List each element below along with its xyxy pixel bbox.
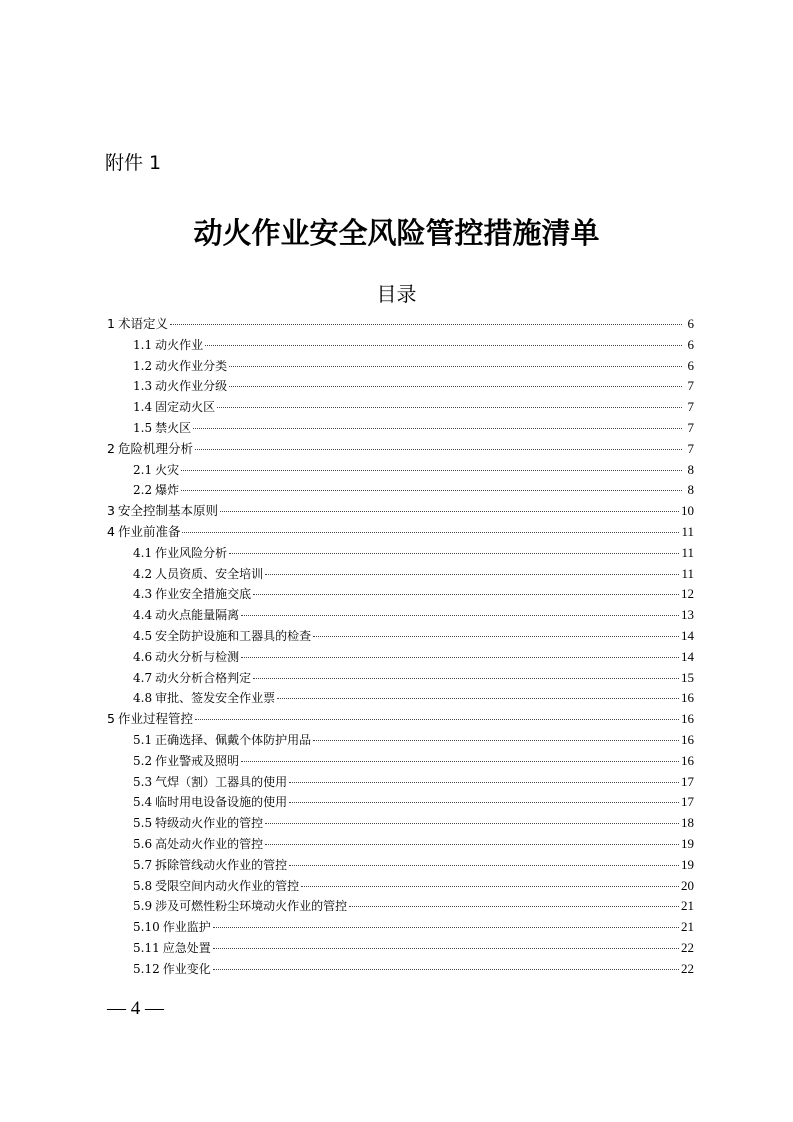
toc-dot-leader: [181, 470, 682, 471]
toc-entry-page: 16: [681, 711, 694, 727]
toc-entry-label: 爆炸: [155, 483, 180, 498]
toc-entry-number: 3: [107, 503, 115, 519]
toc-entry-number: 1.1: [133, 337, 153, 352]
toc-entry-label: 术语定义: [117, 316, 168, 331]
toc-dot-leader: [213, 927, 679, 928]
toc-entry-page: 6: [687, 357, 694, 373]
toc-dot-leader: [253, 678, 679, 679]
toc-entry-label: 危险机理分析: [117, 440, 193, 456]
toc-entry-page: 22: [681, 939, 694, 955]
toc-entry[interactable]: [107, 439, 694, 460]
toc-dot-leader: [289, 802, 679, 803]
toc-dot-leader: [289, 865, 679, 866]
toc-dot-leader: [195, 449, 682, 450]
toc-entry[interactable]: [107, 855, 694, 876]
toc-entry-label: 特级动火作业的管控: [155, 816, 264, 831]
toc-dot-leader: [265, 823, 679, 824]
toc-entry-label: 动火作业分级: [155, 379, 228, 394]
toc-dot-leader: [253, 594, 679, 595]
toc-entry[interactable]: [107, 335, 694, 356]
toc-entry-number: 1.2: [133, 358, 153, 373]
toc-entry-page: 11: [681, 523, 694, 539]
toc-entry-number: 5.11: [133, 940, 160, 955]
toc-entry-number: 1.4: [133, 400, 153, 415]
toc-entry-page: 11: [681, 565, 694, 581]
toc-entry-number: 4.4: [133, 608, 153, 623]
document-title: 动火作业安全风险管控措施清单: [193, 216, 600, 250]
toc-entry-page: 15: [681, 669, 694, 685]
toc-entry-page: 10: [681, 503, 694, 519]
toc-dot-leader: [241, 615, 679, 616]
toc-entry-label: 作业监护: [162, 920, 211, 935]
toc-dot-leader: [195, 719, 679, 720]
toc-entry[interactable]: [107, 896, 694, 917]
toc-entry-label: 作业警戒及照明: [155, 753, 240, 768]
toc-entry-label: 动火作业: [155, 337, 204, 352]
toc-entry-label: 作业安全措施交底: [155, 587, 252, 602]
toc-entry-page: 17: [681, 794, 694, 810]
toc-entry-page: 19: [681, 856, 694, 872]
toc-entry[interactable]: [107, 584, 694, 605]
toc-entry-page: 21: [681, 919, 694, 935]
toc-entry-number: 4.6: [133, 649, 153, 664]
toc-dot-leader: [241, 657, 679, 658]
toc-heading: 目录: [376, 282, 417, 306]
toc-entry-number: 5.1: [133, 732, 153, 747]
table-of-contents: [107, 314, 694, 980]
toc-entry[interactable]: [107, 647, 694, 668]
toc-entry-page: 16: [681, 690, 694, 706]
toc-entry-number: 2: [107, 440, 115, 456]
toc-entry-page: 7: [687, 378, 694, 394]
toc-entry-page: 16: [681, 731, 694, 747]
toc-entry-label: 人员资质、安全培训: [155, 566, 264, 581]
attachment-label: 附件 1: [105, 152, 162, 174]
toc-entry-number: 5.10: [133, 920, 160, 935]
toc-entry-page: 12: [681, 586, 694, 602]
toc-entry[interactable]: [107, 418, 694, 439]
toc-entry[interactable]: [107, 626, 694, 647]
toc-dot-leader: [217, 407, 682, 408]
toc-entry[interactable]: [107, 709, 694, 730]
toc-entry-number: 5.9: [133, 899, 153, 914]
toc-entry-number: 5.5: [133, 816, 153, 831]
toc-entry-label: 作业过程管控: [117, 711, 193, 727]
toc-entry-number: 1: [107, 316, 115, 331]
toc-entry-number: 5.12: [133, 961, 160, 976]
toc-entry-number: 1.3: [133, 379, 153, 394]
toc-entry-label: 作业风险分析: [155, 545, 228, 560]
toc-dot-leader: [229, 366, 682, 367]
toc-dot-leader: [229, 553, 679, 554]
toc-entry-page: 14: [681, 648, 694, 664]
page-number-footer: — 4 —: [107, 998, 164, 1019]
toc-entry-label: 拆除管线动火作业的管控: [155, 857, 288, 872]
toc-entry-number: 5: [107, 711, 115, 727]
toc-entry-page: 6: [687, 316, 694, 331]
toc-entry-number: 5.4: [133, 795, 153, 810]
toc-entry-label: 动火分析合格判定: [155, 670, 252, 685]
toc-entry[interactable]: [107, 751, 694, 772]
toc-entry-page: 20: [681, 877, 694, 893]
toc-entry-label: 动火作业分类: [155, 358, 228, 373]
toc-entry[interactable]: [107, 813, 694, 834]
toc-dot-leader: [220, 511, 679, 512]
toc-dot-leader: [205, 345, 682, 346]
toc-entry[interactable]: [107, 834, 694, 855]
toc-dot-leader: [277, 698, 679, 699]
toc-entry[interactable]: [107, 876, 694, 897]
toc-entry[interactable]: [107, 356, 694, 377]
toc-entry-number: 4.8: [133, 691, 153, 706]
toc-entry-label: 作业变化: [162, 961, 211, 976]
toc-dot-leader: [170, 324, 682, 325]
toc-entry-page: 22: [681, 960, 694, 976]
toc-dot-leader: [313, 740, 679, 741]
toc-entry-number: 5.8: [133, 878, 153, 893]
toc-entry-label: 安全防护设施和工器具的检查: [155, 628, 312, 643]
toc-entry-page: 18: [681, 815, 694, 831]
toc-dot-leader: [229, 386, 682, 387]
toc-entry-number: 4.2: [133, 566, 153, 581]
toc-entry[interactable]: [107, 938, 694, 959]
toc-entry-page: 6: [687, 336, 694, 352]
toc-entry-label: 动火点能量隔离: [155, 608, 240, 623]
toc-dot-leader: [265, 574, 679, 575]
toc-entry[interactable]: [107, 605, 694, 626]
toc-dot-leader: [301, 886, 679, 887]
toc-entry[interactable]: [107, 792, 694, 813]
toc-entry-label: 气焊（割）工器具的使用: [155, 774, 288, 789]
toc-entry[interactable]: [107, 917, 694, 938]
toc-entry[interactable]: [107, 730, 694, 751]
toc-entry[interactable]: [107, 460, 694, 481]
toc-entry[interactable]: [107, 959, 694, 980]
toc-entry-page: 8: [687, 461, 694, 477]
toc-entry-number: 4.7: [133, 670, 153, 685]
toc-entry-page: 8: [687, 482, 694, 498]
toc-dot-leader: [241, 761, 679, 762]
toc-dot-leader: [313, 636, 679, 637]
toc-entry-page: 21: [681, 898, 694, 914]
toc-entry-label: 审批、签发安全作业票: [155, 691, 276, 706]
toc-entry-number: 5.2: [133, 753, 153, 768]
toc-entry-page: 13: [681, 607, 694, 623]
toc-dot-leader: [265, 844, 679, 845]
toc-entry[interactable]: [107, 501, 694, 522]
toc-entry[interactable]: [107, 564, 694, 585]
toc-entry-label: 高处动火作业的管控: [155, 836, 264, 851]
toc-entry-label: 作业前准备: [117, 523, 181, 539]
toc-entry-number: 4.1: [133, 545, 153, 560]
toc-entry-number: 5.6: [133, 836, 153, 851]
toc-entry[interactable]: [107, 543, 694, 564]
toc-entry-number: 5.3: [133, 774, 153, 789]
toc-dot-leader: [213, 948, 679, 949]
toc-entry-number: 5.7: [133, 857, 153, 872]
toc-entry-page: 7: [687, 440, 694, 456]
toc-entry-label: 安全控制基本原则: [117, 503, 218, 519]
toc-entry-page: 7: [687, 399, 694, 415]
toc-entry-label: 临时用电设备设施的使用: [155, 795, 288, 810]
toc-entry-label: 受限空间内动火作业的管控: [155, 878, 300, 893]
toc-entry-label: 应急处置: [162, 940, 211, 955]
toc-entry-page: 19: [681, 835, 694, 851]
toc-entry[interactable]: [107, 376, 694, 397]
toc-entry-number: 2.1: [133, 462, 153, 477]
toc-entry-number: 4: [107, 523, 115, 539]
toc-dot-leader: [289, 782, 679, 783]
toc-dot-leader: [181, 490, 682, 491]
toc-entry[interactable]: [107, 688, 694, 709]
toc-entry-label: 固定动火区: [155, 400, 216, 415]
toc-entry-label: 火灾: [155, 462, 180, 477]
toc-entry-page: 7: [687, 419, 694, 435]
toc-entry-number: 2.2: [133, 483, 153, 498]
toc-entry[interactable]: [107, 397, 694, 418]
toc-entry-number: 4.3: [133, 587, 153, 602]
toc-entry[interactable]: [107, 772, 694, 793]
toc-entry-page: 17: [681, 773, 694, 789]
toc-entry-label: 禁火区: [155, 420, 192, 435]
toc-entry-label: 涉及可燃性粉尘环境动火作业的管控: [155, 899, 348, 914]
toc-entry-page: 16: [681, 752, 694, 768]
toc-entry-page: 14: [681, 627, 694, 643]
toc-dot-leader: [193, 428, 682, 429]
toc-dot-leader: [213, 969, 679, 970]
toc-entry[interactable]: [107, 480, 694, 501]
toc-dot-leader: [182, 532, 679, 533]
toc-dot-leader: [349, 906, 679, 907]
toc-entry[interactable]: [107, 522, 694, 543]
toc-entry-number: 4.5: [133, 628, 153, 643]
toc-entry-label: 动火分析与检测: [155, 649, 240, 664]
toc-entry-label: 正确选择、佩戴个体防护用品: [155, 732, 312, 747]
toc-entry-page: 11: [681, 544, 694, 560]
toc-entry-number: 1.5: [133, 420, 153, 435]
toc-entry[interactable]: [107, 668, 694, 689]
toc-entry[interactable]: [107, 314, 694, 335]
